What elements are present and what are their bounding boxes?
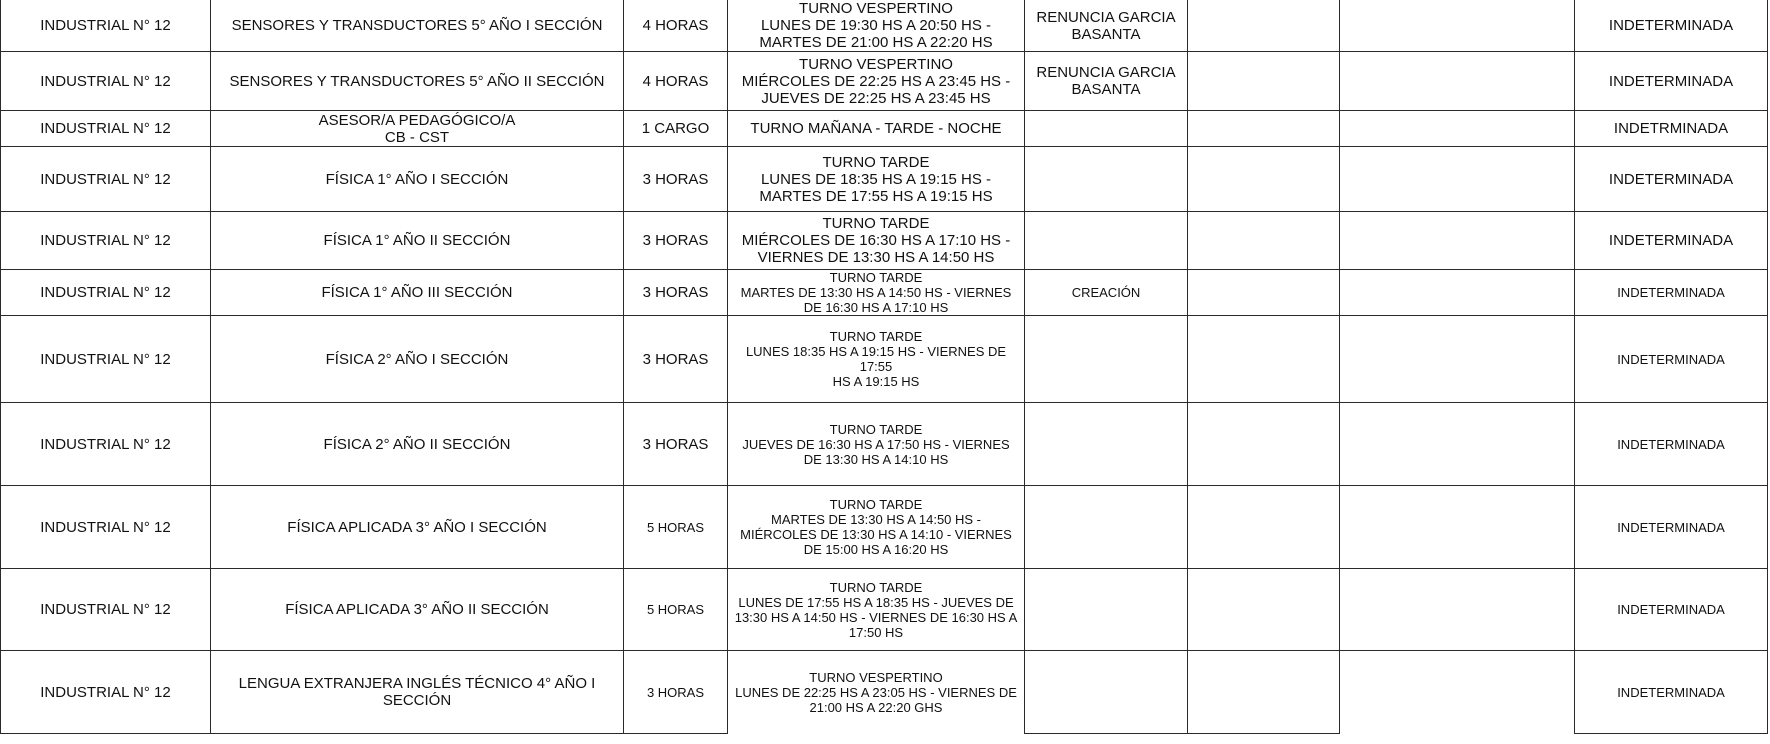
subject-cell <box>211 486 624 569</box>
reason-cell <box>1025 147 1188 212</box>
load-cell: 5 HORAS <box>624 569 728 651</box>
reason-cell <box>1025 0 1188 52</box>
table-row <box>1 212 1768 270</box>
school-cell: INDUSTRIAL N° 12 <box>1 270 211 316</box>
term-cell: INDETERMINADA <box>1575 52 1768 111</box>
term-cell: INDETERMINADA <box>1575 569 1768 651</box>
reason-cell <box>1025 52 1188 111</box>
schedule-cell-line: TURNO MAÑANA - TARDE - NOCHE <box>750 120 1002 137</box>
schedule-cell-line: HS A 19:15 HS <box>832 374 920 389</box>
schedule-cell-line: MIÉRCOLES DE 13:30 HS A 14:10 - VIERNES <box>740 527 1012 542</box>
schedule-cell-line: 21:00 HS A 22:20 GHS <box>809 699 943 715</box>
term-cell: INDETERMINADA <box>1575 651 1768 734</box>
school-cell: INDUSTRIAL N° 12 <box>1 111 211 147</box>
school-cell: INDUSTRIAL N° 12 <box>1 52 211 111</box>
blank-cell <box>1340 486 1575 569</box>
subject-cell <box>211 403 624 486</box>
reason-cell <box>1025 486 1188 569</box>
subject-cell-line: FÍSICA APLICADA 3° AÑO II SECCIÓN <box>285 601 549 618</box>
schedule-cell <box>728 212 1025 270</box>
subject-cell <box>211 0 624 52</box>
blank-cell <box>1188 316 1340 403</box>
subject-cell <box>211 569 624 651</box>
schedule-cell-line: TURNO TARDE <box>822 215 930 232</box>
schedule-cell-line: LUNES DE 18:35 HS A 19:15 HS - <box>760 170 992 188</box>
schedule-cell <box>728 0 1025 52</box>
blank-cell <box>1340 316 1575 403</box>
schedule-cell-line: DE 16:30 HS A 17:10 HS <box>803 300 949 315</box>
blank-cell <box>1340 651 1575 734</box>
schedule-cell-line: TURNO TARDE <box>822 153 930 171</box>
table-row <box>1 403 1768 486</box>
load-cell: 3 HORAS <box>624 212 728 270</box>
table-row <box>1 316 1768 403</box>
schedule-cell <box>728 111 1025 147</box>
blank-cell <box>1188 147 1340 212</box>
blank-cell <box>1340 270 1575 316</box>
subject-cell <box>211 212 624 270</box>
subject-cell-line: FÍSICA 2° AÑO II SECCIÓN <box>323 435 511 453</box>
subject-cell <box>211 651 624 734</box>
schedule-cell <box>728 270 1025 316</box>
blank-cell <box>1188 0 1340 52</box>
schedule-cell <box>728 651 1025 734</box>
schedule-cell-line: DE 15:00 HS A 16:20 HS <box>803 542 949 557</box>
schedule-cell <box>728 403 1025 486</box>
subject-cell-line: ASESOR/A PEDAGÓGICO/A <box>318 111 516 129</box>
reason-cell <box>1025 212 1188 270</box>
schedule-cell-line: TURNO TARDE <box>829 329 923 344</box>
term-cell: INDETERMINADA <box>1575 403 1768 486</box>
blank-cell <box>1188 403 1340 486</box>
schedule-cell-line: JUEVES DE 16:30 HS A 17:50 HS - VIERNES <box>742 436 1010 452</box>
subject-cell <box>211 147 624 212</box>
blank-cell <box>1340 212 1575 270</box>
term-cell: INDETERMINADA <box>1575 0 1768 52</box>
blank-cell <box>1340 111 1575 147</box>
reason-cell <box>1025 651 1188 734</box>
load-cell: 3 HORAS <box>624 651 728 734</box>
schedule-cell <box>728 52 1025 111</box>
subject-cell-line: SENSORES Y TRANSDUCTORES 5° AÑO I SECCIÓN <box>231 17 603 34</box>
reason-cell <box>1025 403 1188 486</box>
subject-cell <box>211 316 624 403</box>
reason-cell-line: CREACIÓN <box>1071 285 1141 300</box>
blank-cell <box>1188 569 1340 651</box>
blank-cell <box>1188 651 1340 734</box>
load-cell: 3 HORAS <box>624 316 728 403</box>
schedule-cell-line: TURNO VESPERTINO <box>799 55 953 73</box>
subject-cell <box>211 270 624 316</box>
subject-cell-line: LENGUA EXTRANJERA INGLÉS TÉCNICO 4° AÑO I <box>238 675 596 692</box>
table-row <box>1 111 1768 147</box>
subject-cell-line: SECCIÓN <box>382 692 452 709</box>
schedule-cell-line: MIÉRCOLES DE 22:25 HS A 23:45 HS - <box>741 72 1011 90</box>
blank-cell <box>1340 569 1575 651</box>
school-cell: INDUSTRIAL N° 12 <box>1 212 211 270</box>
load-cell: 3 HORAS <box>624 403 728 486</box>
table-row <box>1 0 1768 52</box>
subject-cell-line: CB - CST <box>384 128 450 146</box>
school-cell: INDUSTRIAL N° 12 <box>1 651 211 734</box>
schedule-cell-line: MARTES DE 21:00 HS A 22:20 HS <box>759 34 993 51</box>
schedule-cell-line: 13:30 HS A 14:50 HS - VIERNES DE 16:30 HS A <box>734 609 1018 625</box>
school-cell: INDUSTRIAL N° 12 <box>1 0 211 52</box>
subject-cell-line: FÍSICA APLICADA 3° AÑO I SECCIÓN <box>287 518 547 536</box>
schedule-cell-line: TURNO VESPERTINO <box>799 0 953 17</box>
school-cell: INDUSTRIAL N° 12 <box>1 486 211 569</box>
schedule-cell-line: LUNES DE 17:55 HS A 18:35 HS - JUEVES DE <box>738 594 1014 610</box>
reason-cell <box>1025 569 1188 651</box>
subject-cell-line: FÍSICA 1° AÑO I SECCIÓN <box>325 170 509 188</box>
blank-cell <box>1340 52 1575 111</box>
schedule-cell-line: MIÉRCOLES DE 16:30 HS A 17:10 HS - <box>741 232 1011 249</box>
schedule-cell-line: TURNO VESPERTINO <box>809 669 943 685</box>
blank-cell <box>1188 270 1340 316</box>
load-cell: 3 HORAS <box>624 270 728 316</box>
schedule-cell <box>728 316 1025 403</box>
blank-cell <box>1340 147 1575 212</box>
table-body <box>1 0 1768 734</box>
table-row <box>1 569 1768 651</box>
subject-cell-line: SENSORES Y TRANSDUCTORES 5° AÑO II SECCIÓN <box>229 72 605 90</box>
schedule-cell <box>728 569 1025 651</box>
school-cell: INDUSTRIAL N° 12 <box>1 569 211 651</box>
table-row <box>1 270 1768 316</box>
schedule-cell-line: LUNES DE 19:30 HS A 20:50 HS - <box>760 17 992 34</box>
schedule-cell-line: MARTES DE 13:30 HS A 14:50 HS - <box>770 512 982 527</box>
blank-cell <box>1188 111 1340 147</box>
schedule-cell <box>728 147 1025 212</box>
reason-cell <box>1025 111 1188 147</box>
term-cell: INDETERMINADA <box>1575 486 1768 569</box>
blank-cell <box>1188 52 1340 111</box>
subject-cell-line: FÍSICA 1° AÑO III SECCIÓN <box>321 284 513 301</box>
schedule-cell-line: TURNO TARDE <box>829 579 923 595</box>
reason-cell <box>1025 316 1188 403</box>
load-cell: 5 HORAS <box>624 486 728 569</box>
school-cell: INDUSTRIAL N° 12 <box>1 147 211 212</box>
schedule-cell-line: LUNES DE 22:25 HS A 23:05 HS - VIERNES DE <box>735 684 1017 700</box>
school-cell: INDUSTRIAL N° 12 <box>1 403 211 486</box>
load-cell: 4 HORAS <box>624 0 728 52</box>
subject-cell <box>211 111 624 147</box>
term-cell: INDETERMINADA <box>1575 147 1768 212</box>
schedule-cell-line: LUNES 18:35 HS A 19:15 HS - VIERNES DE 17:55 <box>745 344 1007 374</box>
schedule-cell-line: DE 13:30 HS A 14:10 HS <box>803 451 949 467</box>
schedule-cell <box>728 486 1025 569</box>
schedule-cell-line: TURNO TARDE <box>829 270 923 285</box>
schedule-cell-line: MARTES DE 13:30 HS A 14:50 HS - VIERNES <box>740 285 1012 300</box>
table-row <box>1 486 1768 569</box>
reason-cell-line: BASANTA <box>1071 81 1141 98</box>
table-row <box>1 651 1768 734</box>
schedule-cell-line: TURNO TARDE <box>829 421 923 437</box>
schedule-cell-line: MARTES DE 17:55 HS A 19:15 HS <box>759 187 993 205</box>
subject-cell-line: FÍSICA 2° AÑO I SECCIÓN <box>325 350 509 368</box>
blank-cell <box>1188 486 1340 569</box>
table-row <box>1 52 1768 111</box>
reason-cell-line: BASANTA <box>1071 25 1141 43</box>
subject-cell <box>211 52 624 111</box>
schedule-cell-line: VIERNES DE 13:30 HS A 14:50 HS <box>757 249 995 266</box>
schedule-cell-line: 17:50 HS <box>848 624 904 640</box>
reason-cell <box>1025 270 1188 316</box>
term-cell: INDETERMINADA <box>1575 212 1768 270</box>
load-cell: 4 HORAS <box>624 52 728 111</box>
schedule-cell-line: TURNO TARDE <box>829 497 923 512</box>
table-row <box>1 147 1768 212</box>
reason-cell-line: RENUNCIA GARCIA <box>1036 8 1176 26</box>
blank-cell <box>1340 0 1575 52</box>
load-cell: 3 HORAS <box>624 147 728 212</box>
reason-cell-line: RENUNCIA GARCIA <box>1036 64 1176 81</box>
blank-cell <box>1188 212 1340 270</box>
blank-cell <box>1340 403 1575 486</box>
term-cell: INDETERMINADA <box>1575 316 1768 403</box>
load-cell: 1 CARGO <box>624 111 728 147</box>
subject-cell-line: FÍSICA 1° AÑO II SECCIÓN <box>323 232 511 249</box>
school-cell: INDUSTRIAL N° 12 <box>1 316 211 403</box>
term-cell: INDETRMINADA <box>1575 111 1768 147</box>
term-cell: INDETERMINADA <box>1575 270 1768 316</box>
schedule-cell-line: JUEVES DE 22:25 HS A 23:45 HS <box>761 89 991 107</box>
